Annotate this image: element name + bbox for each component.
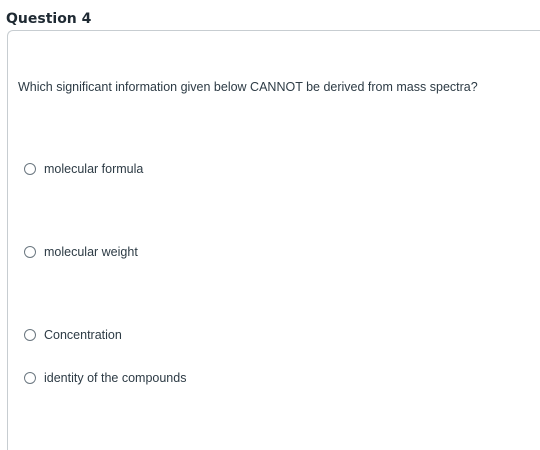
radio-button[interactable]	[24, 246, 36, 258]
answer-option-identity-of-compounds[interactable]	[24, 371, 186, 385]
answer-option-concentration[interactable]	[24, 328, 122, 342]
answer-label: molecular weight	[44, 245, 138, 259]
answer-option-molecular-weight[interactable]	[24, 245, 138, 259]
answer-label: identity of the compounds	[44, 371, 187, 385]
answer-option-molecular-formula[interactable]	[24, 162, 143, 176]
answer-label: molecular formula	[44, 162, 144, 176]
question-text: Which significant information given below CANNOT be derived from mass spectra?	[18, 80, 478, 94]
question-header: Question 4	[6, 11, 92, 27]
radio-button[interactable]	[24, 329, 36, 341]
radio-button[interactable]	[24, 163, 36, 175]
radio-button[interactable]	[24, 372, 36, 384]
answer-label: Concentration	[44, 328, 122, 342]
